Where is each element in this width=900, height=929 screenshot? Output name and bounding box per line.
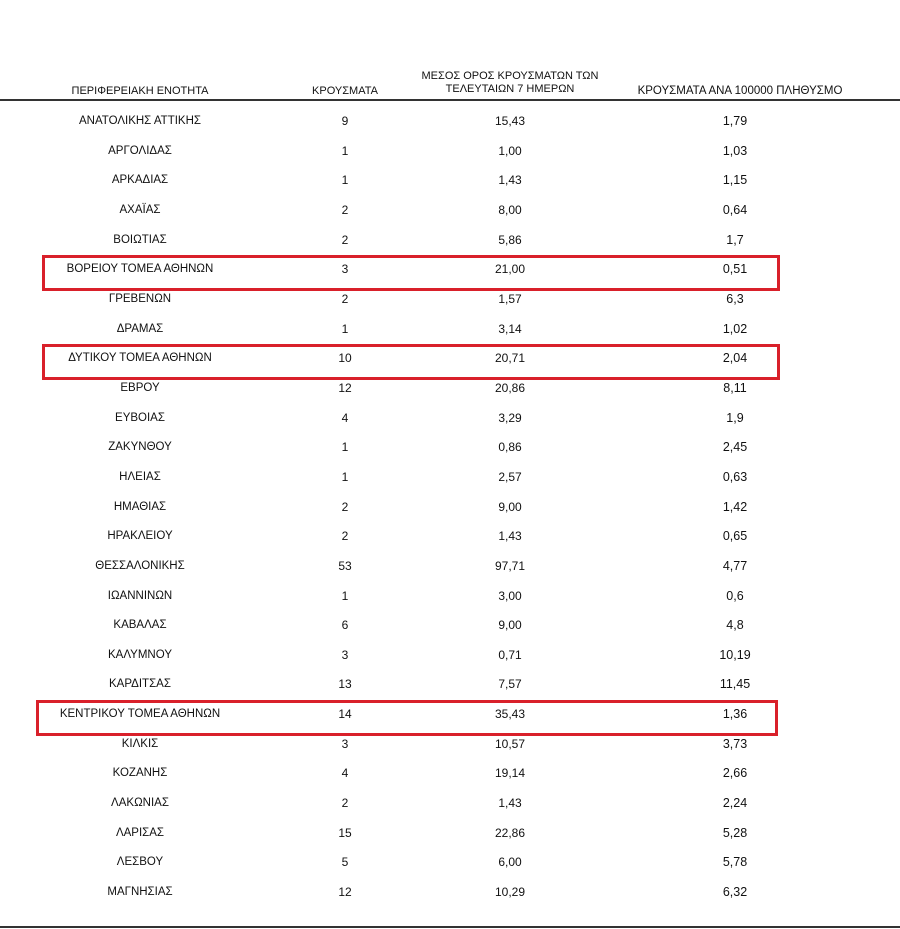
cell-per-100k: 4,77 bbox=[722, 558, 748, 573]
cell-region: ΕΒΡΟΥ bbox=[120, 381, 160, 394]
table-row bbox=[0, 196, 900, 226]
cell-cases: 2 bbox=[341, 232, 349, 247]
cell-seven-day-average: 6,00 bbox=[498, 855, 522, 870]
cell-region: ΑΧΑΪΑΣ bbox=[119, 203, 161, 216]
cell-region: ΛΕΣΒΟΥ bbox=[116, 856, 164, 869]
cell-region: ΚΟΖΑΝΗΣ bbox=[112, 767, 168, 780]
highlighted-table-row bbox=[0, 255, 900, 285]
cell-seven-day-average: 20,71 bbox=[494, 351, 526, 366]
cell-cases: 1 bbox=[341, 173, 349, 188]
cell-seven-day-average: 7,57 bbox=[498, 677, 522, 692]
cell-region: ΗΡΑΚΛΕΙΟΥ bbox=[107, 530, 173, 543]
table-row bbox=[0, 137, 900, 167]
cell-cases: 1 bbox=[341, 440, 349, 455]
cell-cases: 4 bbox=[341, 410, 349, 425]
table-row bbox=[0, 107, 900, 137]
cell-region: ΗΛΕΙΑΣ bbox=[119, 470, 161, 483]
cell-per-100k: 0,65 bbox=[722, 529, 748, 544]
cell-seven-day-average: 1,43 bbox=[498, 529, 522, 544]
table-row bbox=[0, 878, 900, 908]
cell-seven-day-average: 2,57 bbox=[498, 469, 522, 484]
header-avg-line2: ΤΕΛΕΥΤΑΙΩΝ 7 ΗΜΕΡΩΝ bbox=[445, 83, 575, 95]
table-row bbox=[0, 552, 900, 582]
cell-region: ΗΜΑΘΙΑΣ bbox=[113, 500, 167, 513]
cell-per-100k: 1,79 bbox=[722, 114, 748, 128]
cell-region: ΔΥΤΙΚΟΥ ΤΟΜΕΑ ΑΘΗΝΩΝ bbox=[68, 352, 212, 365]
cell-cases: 2 bbox=[341, 796, 349, 811]
table-row bbox=[0, 670, 900, 700]
cell-per-100k: 2,04 bbox=[722, 351, 748, 366]
header-seven-day-average bbox=[410, 70, 610, 96]
cell-per-100k: 2,24 bbox=[722, 796, 748, 811]
table-row bbox=[0, 315, 900, 345]
cell-per-100k: 11,45 bbox=[719, 677, 751, 692]
cell-cases: 3 bbox=[341, 262, 349, 277]
cell-region: ΚΑΛΥΜΝΟΥ bbox=[108, 648, 172, 661]
cell-cases: 1 bbox=[341, 321, 349, 336]
cell-cases: 1 bbox=[341, 143, 349, 158]
header-divider bbox=[0, 99, 900, 101]
table-row bbox=[0, 522, 900, 552]
cell-seven-day-average: 1,57 bbox=[498, 291, 522, 306]
cell-per-100k: 4,8 bbox=[726, 618, 744, 633]
cell-region: ΘΕΣΣΑΛΟΝΙΚΗΣ bbox=[95, 559, 185, 572]
highlighted-table-row bbox=[0, 344, 900, 374]
cell-per-100k: 10,19 bbox=[719, 647, 751, 662]
cell-seven-day-average: 3,14 bbox=[498, 321, 522, 336]
cell-seven-day-average: 21,00 bbox=[494, 262, 526, 277]
cell-per-100k: 1,15 bbox=[722, 173, 748, 188]
cell-region: ΑΝΑΤΟΛΙΚΗΣ ΑΤΤΙΚΗΣ bbox=[78, 115, 201, 127]
cell-seven-day-average: 9,00 bbox=[498, 618, 522, 633]
cell-cases: 2 bbox=[341, 499, 349, 514]
header-cases: ΚΡΟΥΣΜΑΤΑ bbox=[312, 85, 378, 97]
table-row bbox=[0, 641, 900, 671]
cell-cases: 14 bbox=[338, 707, 352, 722]
cell-per-100k: 0,6 bbox=[726, 588, 744, 603]
cell-per-100k: 1,03 bbox=[722, 143, 748, 158]
cell-cases: 53 bbox=[338, 558, 352, 573]
cell-cases: 10 bbox=[338, 351, 352, 366]
cell-region: ΖΑΚΥΝΘΟΥ bbox=[108, 441, 172, 454]
cell-seven-day-average: 0,71 bbox=[498, 647, 522, 662]
cell-cases: 1 bbox=[341, 469, 349, 484]
cell-per-100k: 5,78 bbox=[722, 855, 748, 870]
cell-region: ΒΟΡΕΙΟΥ ΤΟΜΕΑ ΑΘΗΝΩΝ bbox=[66, 263, 214, 276]
cell-per-100k: 0,51 bbox=[722, 262, 748, 277]
cell-cases: 6 bbox=[341, 618, 349, 633]
cell-seven-day-average: 10,57 bbox=[494, 736, 526, 751]
cell-cases: 2 bbox=[341, 291, 349, 306]
table-row bbox=[0, 819, 900, 849]
table-row bbox=[0, 789, 900, 819]
cell-seven-day-average: 22,86 bbox=[494, 825, 526, 840]
cell-region: ΓΡΕΒΕΝΩΝ bbox=[108, 292, 172, 305]
cell-seven-day-average: 20,86 bbox=[494, 380, 526, 395]
cell-seven-day-average: 9,00 bbox=[498, 499, 522, 514]
cell-cases: 3 bbox=[341, 736, 349, 751]
cell-cases: 13 bbox=[338, 677, 352, 692]
header-region: ΠΕΡΙΦΕΡΕΙΑΚΗ ΕΝΟΤΗΤΑ bbox=[71, 85, 209, 97]
highlighted-table-row bbox=[0, 700, 900, 730]
cell-region: ΑΡΚΑΔΙΑΣ bbox=[111, 174, 169, 187]
footer-divider bbox=[0, 926, 900, 928]
cell-seven-day-average: 1,43 bbox=[498, 796, 522, 811]
cell-per-100k: 0,64 bbox=[722, 202, 748, 217]
cell-region: ΛΑΚΩΝΙΑΣ bbox=[111, 797, 169, 810]
table-row bbox=[0, 463, 900, 493]
cell-region: ΕΥΒΟΙΑΣ bbox=[115, 411, 165, 424]
table-row bbox=[0, 759, 900, 789]
cell-per-100k: 1,7 bbox=[726, 232, 744, 247]
cell-region: ΚΙΛΚΙΣ bbox=[121, 737, 159, 750]
cell-cases: 4 bbox=[341, 766, 349, 781]
cell-per-100k: 6,32 bbox=[722, 885, 748, 900]
table-row bbox=[0, 582, 900, 612]
cell-per-100k: 6,3 bbox=[726, 291, 744, 306]
cell-per-100k: 1,36 bbox=[722, 707, 748, 722]
header-per-100k: ΚΡΟΥΣΜΑΤΑ ΑΝΑ 100000 ΠΛΗΘΥΣΜΟ bbox=[637, 85, 843, 97]
cell-region: ΒΟΙΩΤΙΑΣ bbox=[113, 233, 167, 246]
cell-region: ΚΑΡΔΙΤΣΑΣ bbox=[109, 678, 171, 691]
cell-region: ΚΑΒΑΛΑΣ bbox=[113, 619, 167, 632]
cell-per-100k: 1,9 bbox=[726, 410, 744, 425]
cell-cases: 5 bbox=[341, 855, 349, 870]
cell-per-100k: 2,66 bbox=[722, 766, 748, 781]
table-row bbox=[0, 730, 900, 760]
cell-per-100k: 0,63 bbox=[722, 469, 748, 484]
table-row bbox=[0, 848, 900, 878]
table-row bbox=[0, 611, 900, 641]
cell-seven-day-average: 35,43 bbox=[494, 707, 526, 722]
cell-cases: 15 bbox=[338, 825, 352, 840]
cell-cases: 12 bbox=[338, 885, 352, 900]
cell-cases: 12 bbox=[338, 380, 352, 395]
cell-seven-day-average: 5,86 bbox=[498, 232, 522, 247]
cell-region: ΔΡΑΜΑΣ bbox=[116, 322, 164, 335]
table-row bbox=[0, 285, 900, 315]
table-row bbox=[0, 493, 900, 523]
table-row bbox=[0, 226, 900, 256]
cell-seven-day-average: 1,43 bbox=[498, 173, 522, 188]
cell-seven-day-average: 3,29 bbox=[498, 410, 522, 425]
cell-region: ΛΑΡΙΣΑΣ bbox=[115, 826, 165, 839]
table-body bbox=[0, 107, 900, 908]
cell-per-100k: 1,42 bbox=[722, 499, 748, 514]
cell-cases: 3 bbox=[341, 647, 349, 662]
table-row bbox=[0, 433, 900, 463]
table-row bbox=[0, 404, 900, 434]
cell-seven-day-average: 0,86 bbox=[498, 440, 522, 455]
cell-per-100k: 3,73 bbox=[722, 736, 748, 751]
cell-cases: 9 bbox=[341, 114, 349, 128]
table-row bbox=[0, 374, 900, 404]
header-avg-line1: ΜΕΣΟΣ ΟΡΟΣ ΚΡΟΥΣΜΑΤΩΝ ΤΩΝ bbox=[421, 70, 599, 82]
cell-per-100k: 2,45 bbox=[722, 440, 748, 455]
cell-seven-day-average: 1,00 bbox=[498, 143, 522, 158]
cell-cases: 1 bbox=[341, 588, 349, 603]
cell-seven-day-average: 3,00 bbox=[498, 588, 522, 603]
table-row bbox=[0, 166, 900, 196]
cell-region: ΙΩΑΝΝΙΝΩΝ bbox=[107, 589, 173, 602]
cell-region: ΜΑΓΝΗΣΙΑΣ bbox=[107, 886, 173, 899]
cell-seven-day-average: 8,00 bbox=[498, 202, 522, 217]
cell-seven-day-average: 10,29 bbox=[494, 885, 526, 900]
cell-seven-day-average: 15,43 bbox=[494, 114, 526, 128]
cell-per-100k: 1,02 bbox=[722, 321, 748, 336]
cell-seven-day-average: 97,71 bbox=[494, 558, 526, 573]
cell-cases: 2 bbox=[341, 529, 349, 544]
cell-cases: 2 bbox=[341, 202, 349, 217]
cell-seven-day-average: 19,14 bbox=[494, 766, 526, 781]
cell-region: ΑΡΓΟΛΙΔΑΣ bbox=[108, 144, 172, 157]
table-header bbox=[0, 0, 900, 100]
cell-region: ΚΕΝΤΡΙΚΟΥ ΤΟΜΕΑ ΑΘΗΝΩΝ bbox=[59, 708, 221, 721]
cell-per-100k: 8,11 bbox=[723, 380, 747, 395]
cell-per-100k: 5,28 bbox=[722, 825, 748, 840]
